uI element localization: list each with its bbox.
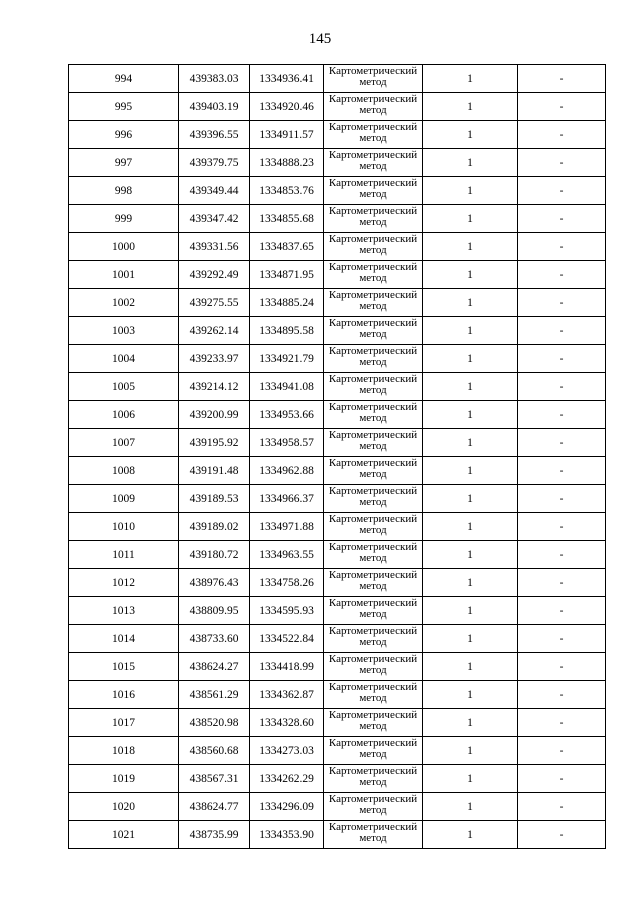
method-label-line1: Картометрический <box>328 597 418 609</box>
table-row <box>69 205 606 233</box>
method-label-line2: метод <box>359 216 387 228</box>
method-label-line1: Картометрический <box>328 513 418 525</box>
method-cell <box>324 261 423 289</box>
table-row <box>69 569 606 597</box>
table-row <box>69 625 606 653</box>
table-row <box>69 373 606 401</box>
y-coordinate-cell: 1334418.99 <box>250 653 324 681</box>
method-label-line1: Картометрический <box>328 457 418 469</box>
method-cell <box>324 513 423 541</box>
table-row <box>69 317 606 345</box>
point-number-cell: 1009 <box>69 485 179 513</box>
x-coordinate-cell: 439191.48 <box>179 457 250 485</box>
x-coordinate-cell: 439189.53 <box>179 485 250 513</box>
precision-cell: 1 <box>423 597 518 625</box>
y-coordinate-cell: 1334871.95 <box>250 261 324 289</box>
method-label-line2: метод <box>359 804 387 816</box>
precision-cell: 1 <box>423 541 518 569</box>
point-number-cell: 1003 <box>69 317 179 345</box>
method-cell <box>324 597 423 625</box>
point-number-cell: 996 <box>69 121 179 149</box>
x-coordinate-cell: 438520.98 <box>179 709 250 737</box>
point-number-cell: 1011 <box>69 541 179 569</box>
x-coordinate-cell: 438624.77 <box>179 793 250 821</box>
description-cell: - <box>518 681 606 709</box>
method-cell <box>324 177 423 205</box>
method-cell <box>324 681 423 709</box>
point-number-cell: 1008 <box>69 457 179 485</box>
table-row <box>69 709 606 737</box>
point-number-cell: 997 <box>69 149 179 177</box>
precision-cell: 1 <box>423 177 518 205</box>
table-row <box>69 597 606 625</box>
x-coordinate-cell: 439331.56 <box>179 233 250 261</box>
point-number-cell: 1002 <box>69 289 179 317</box>
description-cell: - <box>518 317 606 345</box>
description-cell: - <box>518 65 606 93</box>
y-coordinate-cell: 1334296.09 <box>250 793 324 821</box>
description-cell: - <box>518 513 606 541</box>
x-coordinate-cell: 439383.03 <box>179 65 250 93</box>
x-coordinate-cell: 439189.02 <box>179 513 250 541</box>
method-label-line2: метод <box>359 356 387 368</box>
method-label-line2: метод <box>359 412 387 424</box>
method-label-line2: метод <box>359 272 387 284</box>
method-label-line1: Картометрический <box>328 653 418 665</box>
description-cell: - <box>518 737 606 765</box>
y-coordinate-cell: 1334921.79 <box>250 345 324 373</box>
description-cell: - <box>518 457 606 485</box>
method-cell <box>324 457 423 485</box>
table-row <box>69 65 606 93</box>
method-cell <box>324 205 423 233</box>
precision-cell: 1 <box>423 485 518 513</box>
method-label-line1: Картометрический <box>328 401 418 413</box>
method-label-line2: метод <box>359 300 387 312</box>
method-cell <box>324 541 423 569</box>
method-label-line1: Картометрический <box>328 625 418 637</box>
point-number-cell: 1001 <box>69 261 179 289</box>
x-coordinate-cell: 439180.72 <box>179 541 250 569</box>
y-coordinate-cell: 1334262.29 <box>250 765 324 793</box>
x-coordinate-cell: 438567.31 <box>179 765 250 793</box>
description-cell: - <box>518 653 606 681</box>
table-row <box>69 765 606 793</box>
description-cell: - <box>518 261 606 289</box>
method-cell <box>324 429 423 457</box>
y-coordinate-cell: 1334837.65 <box>250 233 324 261</box>
precision-cell: 1 <box>423 821 518 849</box>
precision-cell: 1 <box>423 429 518 457</box>
description-cell: - <box>518 765 606 793</box>
precision-cell: 1 <box>423 289 518 317</box>
table-row <box>69 177 606 205</box>
y-coordinate-cell: 1334758.26 <box>250 569 324 597</box>
y-coordinate-cell: 1334953.66 <box>250 401 324 429</box>
description-cell: - <box>518 121 606 149</box>
x-coordinate-cell: 439233.97 <box>179 345 250 373</box>
method-cell <box>324 625 423 653</box>
y-coordinate-cell: 1334362.87 <box>250 681 324 709</box>
x-coordinate-cell: 439292.49 <box>179 261 250 289</box>
method-label-line2: метод <box>359 160 387 172</box>
method-label-line2: метод <box>359 664 387 676</box>
table-row <box>69 681 606 709</box>
precision-cell: 1 <box>423 765 518 793</box>
point-number-cell: 1006 <box>69 401 179 429</box>
method-cell <box>324 317 423 345</box>
y-coordinate-cell: 1334962.88 <box>250 457 324 485</box>
table-row <box>69 793 606 821</box>
precision-cell: 1 <box>423 233 518 261</box>
method-label-line1: Картометрический <box>328 233 418 245</box>
description-cell: - <box>518 205 606 233</box>
table-row <box>69 149 606 177</box>
x-coordinate-cell: 438624.27 <box>179 653 250 681</box>
method-cell <box>324 149 423 177</box>
x-coordinate-cell: 439403.19 <box>179 93 250 121</box>
method-cell <box>324 289 423 317</box>
point-number-cell: 1015 <box>69 653 179 681</box>
precision-cell: 1 <box>423 93 518 121</box>
method-label-line2: метод <box>359 384 387 396</box>
description-cell: - <box>518 597 606 625</box>
y-coordinate-cell: 1334971.88 <box>250 513 324 541</box>
table-row <box>69 485 606 513</box>
x-coordinate-cell: 438735.99 <box>179 821 250 849</box>
table-row <box>69 513 606 541</box>
x-coordinate-cell: 439347.42 <box>179 205 250 233</box>
table-row <box>69 401 606 429</box>
x-coordinate-cell: 439379.75 <box>179 149 250 177</box>
method-label-line1: Картометрический <box>328 429 418 441</box>
method-label-line2: метод <box>359 76 387 88</box>
description-cell: - <box>518 429 606 457</box>
method-cell <box>324 709 423 737</box>
precision-cell: 1 <box>423 653 518 681</box>
method-label-line2: метод <box>359 776 387 788</box>
point-number-cell: 995 <box>69 93 179 121</box>
method-label-line1: Картометрический <box>328 737 418 749</box>
x-coordinate-cell: 438733.60 <box>179 625 250 653</box>
point-number-cell: 1016 <box>69 681 179 709</box>
y-coordinate-cell: 1334855.68 <box>250 205 324 233</box>
description-cell: - <box>518 373 606 401</box>
method-label-line2: метод <box>359 832 387 844</box>
y-coordinate-cell: 1334273.03 <box>250 737 324 765</box>
method-label-line2: метод <box>359 580 387 592</box>
precision-cell: 1 <box>423 793 518 821</box>
x-coordinate-cell: 438561.29 <box>179 681 250 709</box>
y-coordinate-cell: 1334966.37 <box>250 485 324 513</box>
point-number-cell: 1010 <box>69 513 179 541</box>
method-cell <box>324 737 423 765</box>
method-label-line2: метод <box>359 524 387 536</box>
description-cell: - <box>518 709 606 737</box>
precision-cell: 1 <box>423 569 518 597</box>
precision-cell: 1 <box>423 345 518 373</box>
precision-cell: 1 <box>423 681 518 709</box>
method-cell <box>324 345 423 373</box>
precision-cell: 1 <box>423 401 518 429</box>
method-label-line1: Картометрический <box>328 121 418 133</box>
point-number-cell: 1004 <box>69 345 179 373</box>
table-row <box>69 457 606 485</box>
point-number-cell: 998 <box>69 177 179 205</box>
x-coordinate-cell: 439349.44 <box>179 177 250 205</box>
y-coordinate-cell: 1334895.58 <box>250 317 324 345</box>
y-coordinate-cell: 1334911.57 <box>250 121 324 149</box>
table-row <box>69 737 606 765</box>
y-coordinate-cell: 1334328.60 <box>250 709 324 737</box>
precision-cell: 1 <box>423 513 518 541</box>
method-label-line1: Картометрический <box>328 205 418 217</box>
point-number-cell: 1013 <box>69 597 179 625</box>
point-number-cell: 1012 <box>69 569 179 597</box>
point-number-cell: 1018 <box>69 737 179 765</box>
method-label-line2: метод <box>359 440 387 452</box>
method-label-line2: метод <box>359 244 387 256</box>
y-coordinate-cell: 1334888.23 <box>250 149 324 177</box>
method-label-line1: Картометрический <box>328 345 418 357</box>
x-coordinate-cell: 439262.14 <box>179 317 250 345</box>
table-row <box>69 93 606 121</box>
method-label-line2: метод <box>359 104 387 116</box>
table-row <box>69 345 606 373</box>
description-cell: - <box>518 345 606 373</box>
method-label-line1: Картометрический <box>328 765 418 777</box>
x-coordinate-cell: 438560.68 <box>179 737 250 765</box>
precision-cell: 1 <box>423 261 518 289</box>
x-coordinate-cell: 439275.55 <box>179 289 250 317</box>
method-label-line1: Картометрический <box>328 93 418 105</box>
description-cell: - <box>518 177 606 205</box>
coordinates-table <box>68 64 606 849</box>
method-label-line1: Картометрический <box>328 681 418 693</box>
method-label-line1: Картометрический <box>328 177 418 189</box>
method-label-line1: Картометрический <box>328 373 418 385</box>
method-label-line1: Картометрический <box>328 485 418 497</box>
point-number-cell: 999 <box>69 205 179 233</box>
method-cell <box>324 653 423 681</box>
method-cell <box>324 793 423 821</box>
description-cell: - <box>518 289 606 317</box>
coordinates-table-body <box>69 65 606 849</box>
method-label-line2: метод <box>359 720 387 732</box>
method-label-line2: метод <box>359 552 387 564</box>
method-label-line1: Картометрический <box>328 569 418 581</box>
method-label-line1: Картометрический <box>328 821 418 833</box>
point-number-cell: 1005 <box>69 373 179 401</box>
method-label-line2: метод <box>359 496 387 508</box>
method-label-line2: метод <box>359 468 387 480</box>
y-coordinate-cell: 1334885.24 <box>250 289 324 317</box>
precision-cell: 1 <box>423 457 518 485</box>
method-cell <box>324 765 423 793</box>
y-coordinate-cell: 1334522.84 <box>250 625 324 653</box>
point-number-cell: 994 <box>69 65 179 93</box>
method-cell <box>324 401 423 429</box>
y-coordinate-cell: 1334853.76 <box>250 177 324 205</box>
method-cell <box>324 373 423 401</box>
y-coordinate-cell: 1334353.90 <box>250 821 324 849</box>
method-label-line2: метод <box>359 328 387 340</box>
method-label-line1: Картометрический <box>328 261 418 273</box>
description-cell: - <box>518 569 606 597</box>
y-coordinate-cell: 1334595.93 <box>250 597 324 625</box>
y-coordinate-cell: 1334936.41 <box>250 65 324 93</box>
precision-cell: 1 <box>423 737 518 765</box>
precision-cell: 1 <box>423 121 518 149</box>
description-cell: - <box>518 541 606 569</box>
precision-cell: 1 <box>423 625 518 653</box>
point-number-cell: 1000 <box>69 233 179 261</box>
y-coordinate-cell: 1334963.55 <box>250 541 324 569</box>
table-row <box>69 289 606 317</box>
method-label-line2: метод <box>359 132 387 144</box>
x-coordinate-cell: 439200.99 <box>179 401 250 429</box>
x-coordinate-cell: 438976.43 <box>179 569 250 597</box>
description-cell: - <box>518 793 606 821</box>
x-coordinate-cell: 439396.55 <box>179 121 250 149</box>
method-label-line2: метод <box>359 692 387 704</box>
x-coordinate-cell: 439195.92 <box>179 429 250 457</box>
method-label-line1: Картометрический <box>328 289 418 301</box>
table-row <box>69 233 606 261</box>
method-label-line2: метод <box>359 636 387 648</box>
method-cell <box>324 233 423 261</box>
table-row <box>69 541 606 569</box>
y-coordinate-cell: 1334958.57 <box>250 429 324 457</box>
description-cell: - <box>518 821 606 849</box>
precision-cell: 1 <box>423 149 518 177</box>
method-label-line1: Картометрический <box>328 317 418 329</box>
method-cell <box>324 821 423 849</box>
method-label-line1: Картометрический <box>328 793 418 805</box>
method-cell <box>324 485 423 513</box>
description-cell: - <box>518 485 606 513</box>
method-label-line2: метод <box>359 608 387 620</box>
description-cell: - <box>518 625 606 653</box>
point-number-cell: 1017 <box>69 709 179 737</box>
point-number-cell: 1020 <box>69 793 179 821</box>
precision-cell: 1 <box>423 65 518 93</box>
table-row <box>69 261 606 289</box>
point-number-cell: 1014 <box>69 625 179 653</box>
precision-cell: 1 <box>423 205 518 233</box>
method-label-line1: Картометрический <box>328 541 418 553</box>
method-cell <box>324 65 423 93</box>
description-cell: - <box>518 149 606 177</box>
table-row <box>69 821 606 849</box>
precision-cell: 1 <box>423 373 518 401</box>
method-cell <box>324 569 423 597</box>
page-number: 145 <box>308 31 332 47</box>
point-number-cell: 1007 <box>69 429 179 457</box>
y-coordinate-cell: 1334920.46 <box>250 93 324 121</box>
description-cell: - <box>518 93 606 121</box>
method-cell <box>324 121 423 149</box>
point-number-cell: 1021 <box>69 821 179 849</box>
table-row <box>69 429 606 457</box>
point-number-cell: 1019 <box>69 765 179 793</box>
method-cell <box>324 93 423 121</box>
method-label-line2: метод <box>359 748 387 760</box>
method-label-line1: Картометрический <box>328 149 418 161</box>
description-cell: - <box>518 233 606 261</box>
precision-cell: 1 <box>423 709 518 737</box>
method-label-line1: Картометрический <box>328 709 418 721</box>
x-coordinate-cell: 439214.12 <box>179 373 250 401</box>
table-row <box>69 121 606 149</box>
method-label-line2: метод <box>359 188 387 200</box>
x-coordinate-cell: 438809.95 <box>179 597 250 625</box>
precision-cell: 1 <box>423 317 518 345</box>
y-coordinate-cell: 1334941.08 <box>250 373 324 401</box>
table-row <box>69 653 606 681</box>
description-cell: - <box>518 401 606 429</box>
method-label-line1: Картометрический <box>328 65 418 77</box>
